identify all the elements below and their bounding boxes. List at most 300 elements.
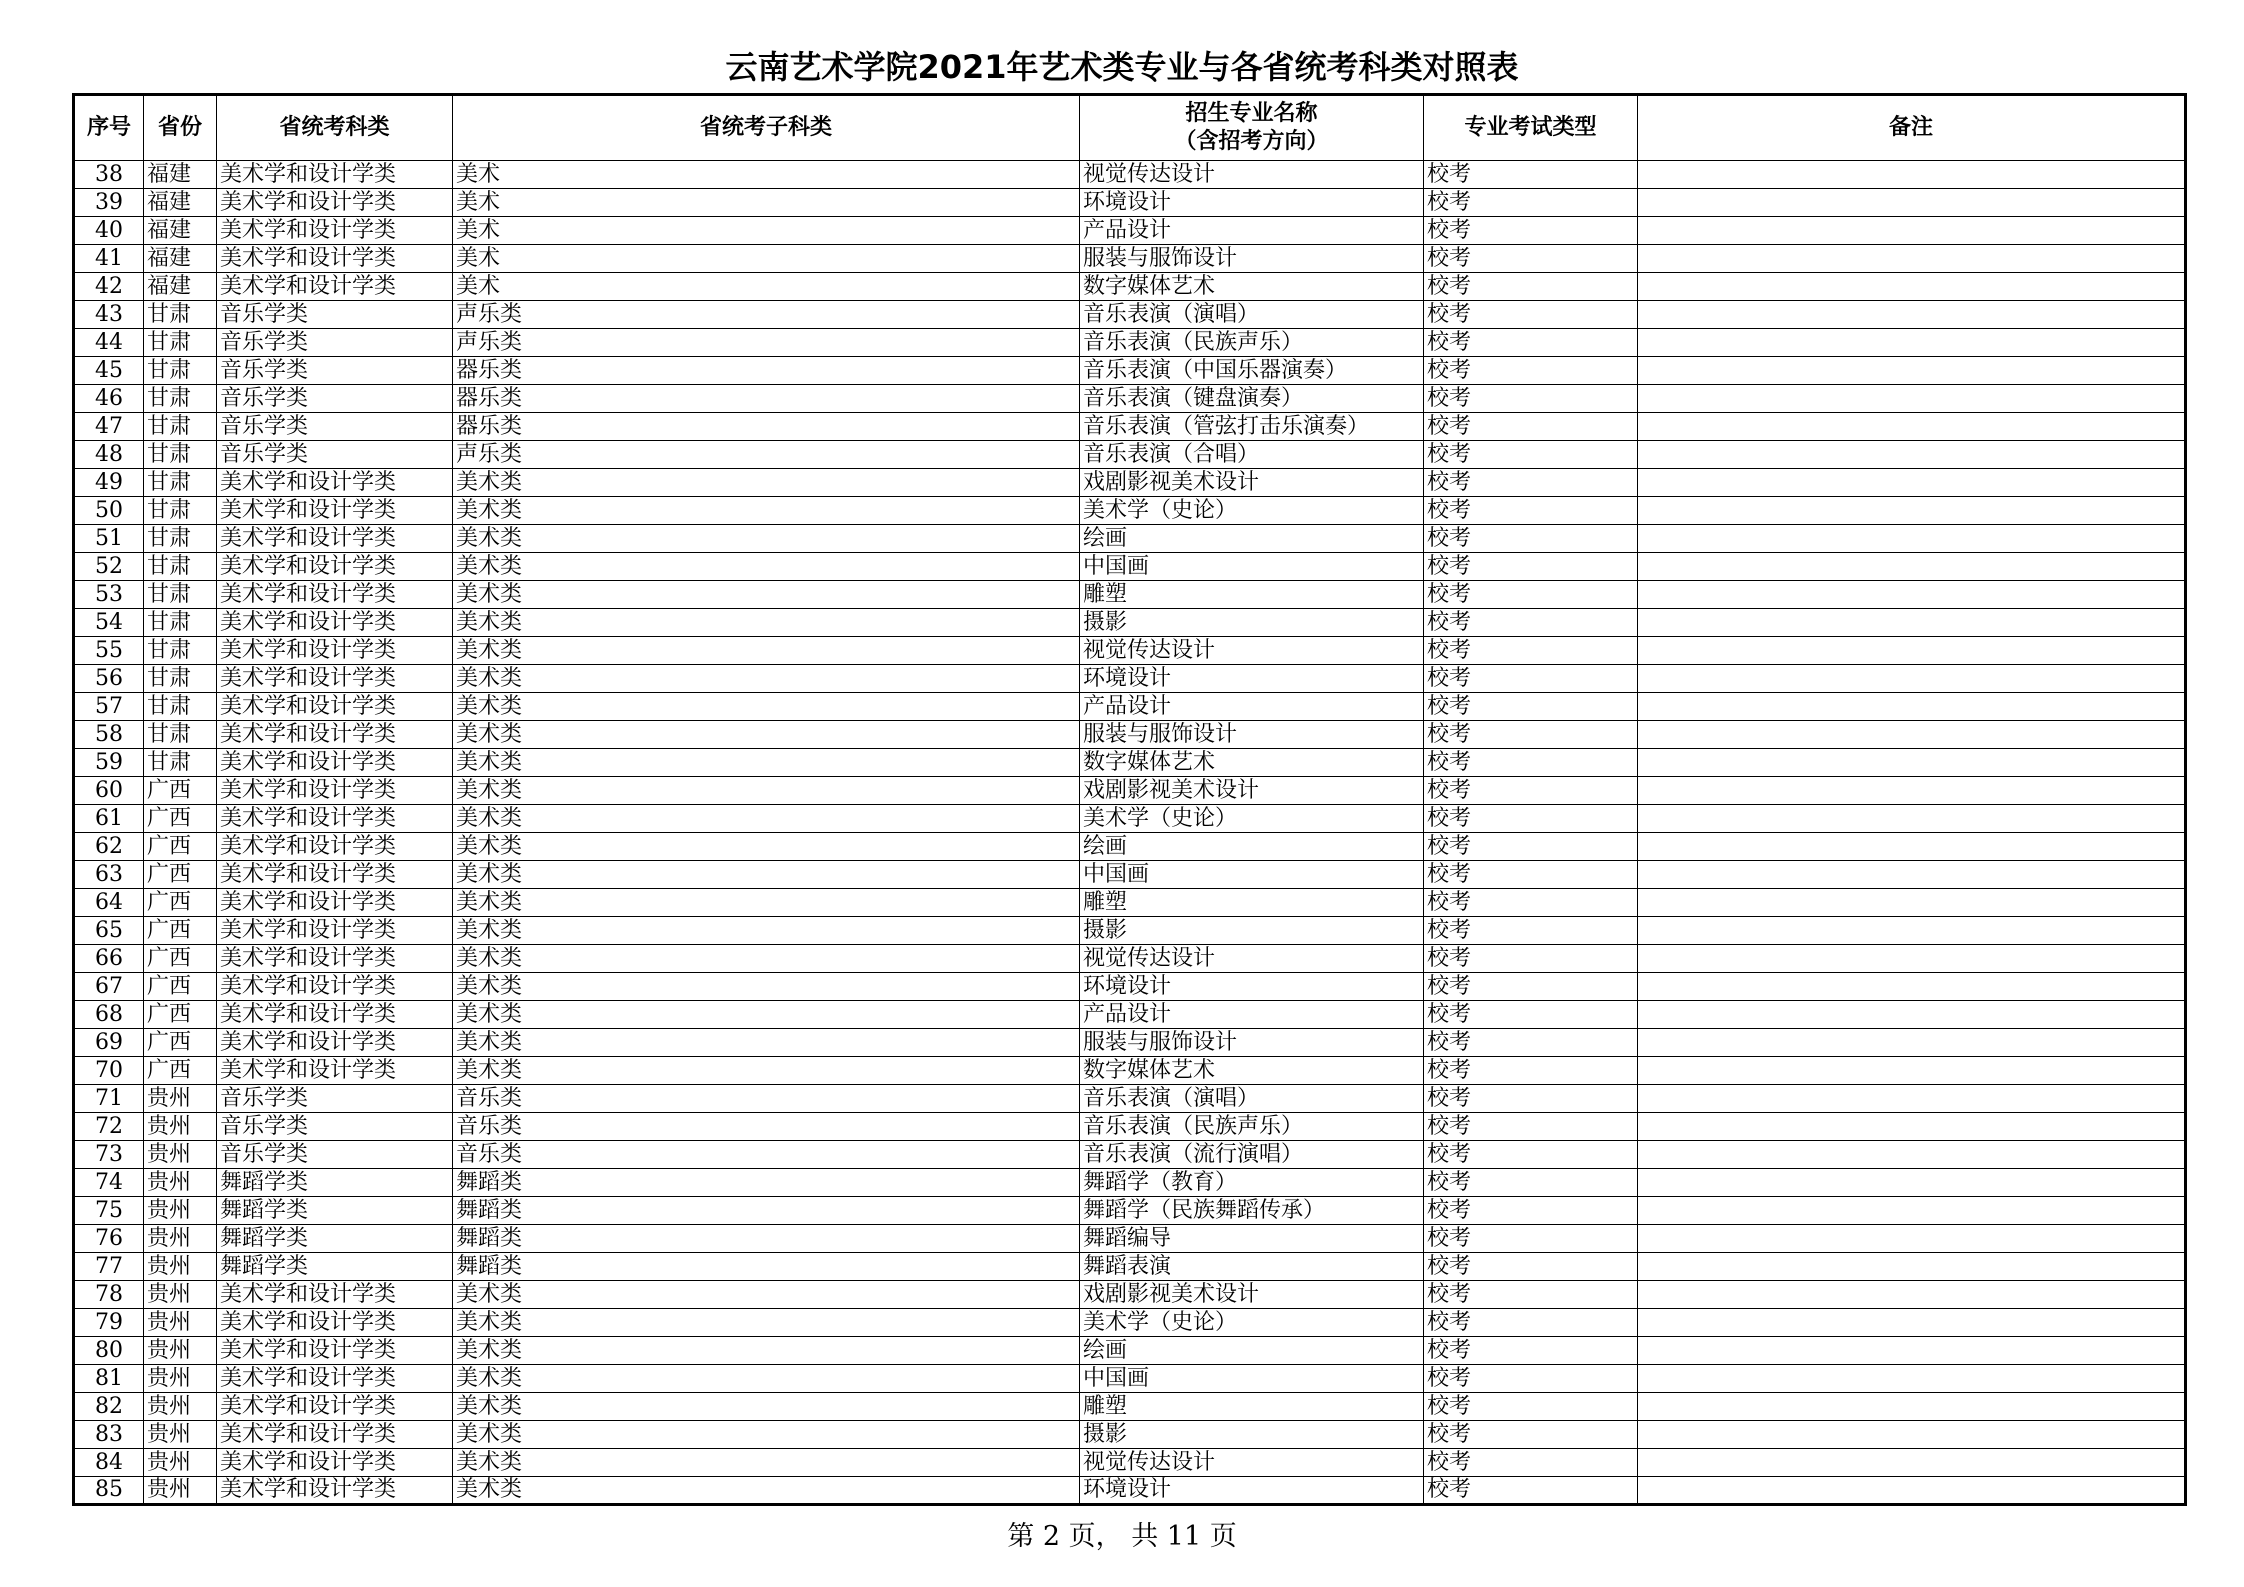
remarks-cell <box>1638 693 2186 721</box>
province-cell: 广西 <box>144 973 217 1001</box>
table-row <box>74 1001 2186 1029</box>
seq-cell: 50 <box>74 497 144 525</box>
table-row <box>74 945 2186 973</box>
major-cell: 产品设计 <box>1080 1001 1424 1029</box>
subcategory-cell: 美术类 <box>453 861 1080 889</box>
major-cell: 雕塑 <box>1080 889 1424 917</box>
subcategory-cell: 美术类 <box>453 889 1080 917</box>
remarks-cell <box>1638 805 2186 833</box>
seq-cell: 45 <box>74 357 144 385</box>
remarks-cell <box>1638 413 2186 441</box>
category-cell: 美术学和设计学类 <box>217 1029 453 1057</box>
exam-type-cell: 校考 <box>1424 329 1638 357</box>
exam-type-cell: 校考 <box>1424 497 1638 525</box>
subcategory-cell: 音乐类 <box>453 1085 1080 1113</box>
category-cell: 美术学和设计学类 <box>217 833 453 861</box>
province-cell: 甘肃 <box>144 497 217 525</box>
subcategory-cell: 器乐类 <box>453 385 1080 413</box>
category-cell: 音乐学类 <box>217 1141 453 1169</box>
province-cell: 甘肃 <box>144 749 217 777</box>
major-cell: 中国画 <box>1080 1365 1424 1393</box>
exam-type-cell: 校考 <box>1424 553 1638 581</box>
remarks-cell <box>1638 469 2186 497</box>
category-cell: 音乐学类 <box>217 385 453 413</box>
header-seq: 序号 <box>74 95 144 161</box>
category-cell: 美术学和设计学类 <box>217 245 453 273</box>
remarks-cell <box>1638 1057 2186 1085</box>
table-row <box>74 861 2186 889</box>
exam-type-cell: 校考 <box>1424 637 1638 665</box>
major-cell: 雕塑 <box>1080 1393 1424 1421</box>
major-cell: 视觉传达设计 <box>1080 1449 1424 1477</box>
major-cell: 环境设计 <box>1080 1477 1424 1505</box>
table-row <box>74 973 2186 1001</box>
table-row <box>74 273 2186 301</box>
exam-type-cell: 校考 <box>1424 1393 1638 1421</box>
subcategory-cell: 美术类 <box>453 609 1080 637</box>
subcategory-cell: 美术 <box>453 245 1080 273</box>
subcategory-cell: 音乐类 <box>453 1141 1080 1169</box>
major-cell: 音乐表演（民族声乐） <box>1080 1113 1424 1141</box>
seq-cell: 58 <box>74 721 144 749</box>
table-row <box>74 1225 2186 1253</box>
province-cell: 甘肃 <box>144 609 217 637</box>
category-cell: 美术学和设计学类 <box>217 1393 453 1421</box>
seq-cell: 71 <box>74 1085 144 1113</box>
subcategory-cell: 美术 <box>453 273 1080 301</box>
seq-cell: 65 <box>74 917 144 945</box>
seq-cell: 54 <box>74 609 144 637</box>
category-cell: 美术学和设计学类 <box>217 1001 453 1029</box>
table-row <box>74 1197 2186 1225</box>
category-cell: 美术学和设计学类 <box>217 917 453 945</box>
category-cell: 美术学和设计学类 <box>217 889 453 917</box>
province-cell: 福建 <box>144 189 217 217</box>
table-row <box>74 441 2186 469</box>
subcategory-cell: 声乐类 <box>453 329 1080 357</box>
table-row <box>74 721 2186 749</box>
subcategory-cell: 美术类 <box>453 1029 1080 1057</box>
category-cell: 音乐学类 <box>217 329 453 357</box>
major-cell: 视觉传达设计 <box>1080 945 1424 973</box>
exam-type-cell: 校考 <box>1424 413 1638 441</box>
province-cell: 广西 <box>144 917 217 945</box>
province-cell: 广西 <box>144 833 217 861</box>
seq-cell: 43 <box>74 301 144 329</box>
province-cell: 甘肃 <box>144 469 217 497</box>
seq-cell: 81 <box>74 1365 144 1393</box>
subcategory-cell: 美术类 <box>453 469 1080 497</box>
table-row <box>74 749 2186 777</box>
seq-cell: 46 <box>74 385 144 413</box>
exam-type-cell: 校考 <box>1424 357 1638 385</box>
table-row <box>74 189 2186 217</box>
major-cell: 摄影 <box>1080 1421 1424 1449</box>
category-cell: 美术学和设计学类 <box>217 945 453 973</box>
major-cell: 音乐表演（中国乐器演奏） <box>1080 357 1424 385</box>
category-cell: 音乐学类 <box>217 413 453 441</box>
seq-cell: 53 <box>74 581 144 609</box>
exam-type-cell: 校考 <box>1424 245 1638 273</box>
province-cell: 甘肃 <box>144 721 217 749</box>
table-row <box>74 413 2186 441</box>
subcategory-cell: 器乐类 <box>453 357 1080 385</box>
seq-cell: 40 <box>74 217 144 245</box>
major-cell: 数字媒体艺术 <box>1080 273 1424 301</box>
subcategory-cell: 美术类 <box>453 1421 1080 1449</box>
category-cell: 美术学和设计学类 <box>217 497 453 525</box>
subcategory-cell: 美术 <box>453 189 1080 217</box>
category-cell: 舞蹈学类 <box>217 1197 453 1225</box>
subcategory-cell: 美术类 <box>453 1365 1080 1393</box>
category-cell: 音乐学类 <box>217 441 453 469</box>
major-cell: 音乐表演（合唱） <box>1080 441 1424 469</box>
table-row <box>74 889 2186 917</box>
remarks-cell <box>1638 973 2186 1001</box>
category-cell: 美术学和设计学类 <box>217 217 453 245</box>
table-row <box>74 1085 2186 1113</box>
exam-type-cell: 校考 <box>1424 1169 1638 1197</box>
province-cell: 甘肃 <box>144 693 217 721</box>
seq-cell: 66 <box>74 945 144 973</box>
seq-cell: 79 <box>74 1309 144 1337</box>
category-cell: 美术学和设计学类 <box>217 609 453 637</box>
table-row <box>74 833 2186 861</box>
major-cell: 环境设计 <box>1080 973 1424 1001</box>
category-cell: 美术学和设计学类 <box>217 805 453 833</box>
category-cell: 美术学和设计学类 <box>217 1477 453 1505</box>
seq-cell: 44 <box>74 329 144 357</box>
category-cell: 美术学和设计学类 <box>217 1421 453 1449</box>
exam-type-cell: 校考 <box>1424 1113 1638 1141</box>
category-cell: 美术学和设计学类 <box>217 525 453 553</box>
table-row <box>74 1141 2186 1169</box>
category-cell: 美术学和设计学类 <box>217 581 453 609</box>
major-cell: 数字媒体艺术 <box>1080 1057 1424 1085</box>
remarks-cell <box>1638 889 2186 917</box>
subcategory-cell: 美术类 <box>453 1393 1080 1421</box>
seq-cell: 82 <box>74 1393 144 1421</box>
category-cell: 美术学和设计学类 <box>217 1337 453 1365</box>
category-cell: 舞蹈学类 <box>217 1253 453 1281</box>
header-province: 省份 <box>144 95 217 161</box>
category-cell: 美术学和设计学类 <box>217 861 453 889</box>
category-cell: 美术学和设计学类 <box>217 1365 453 1393</box>
exam-type-cell: 校考 <box>1424 693 1638 721</box>
province-cell: 贵州 <box>144 1393 217 1421</box>
major-cell: 舞蹈表演 <box>1080 1253 1424 1281</box>
exam-type-cell: 校考 <box>1424 1001 1638 1029</box>
seq-cell: 47 <box>74 413 144 441</box>
major-cell: 中国画 <box>1080 553 1424 581</box>
remarks-cell <box>1638 553 2186 581</box>
major-cell: 绘画 <box>1080 1337 1424 1365</box>
category-cell: 音乐学类 <box>217 357 453 385</box>
table-row <box>74 525 2186 553</box>
remarks-cell <box>1638 1085 2186 1113</box>
category-cell: 美术学和设计学类 <box>217 721 453 749</box>
province-cell: 广西 <box>144 1001 217 1029</box>
exam-type-cell: 校考 <box>1424 1253 1638 1281</box>
remarks-cell <box>1638 861 2186 889</box>
category-cell: 音乐学类 <box>217 301 453 329</box>
header-row <box>74 95 2186 161</box>
category-cell: 美术学和设计学类 <box>217 273 453 301</box>
table-row <box>74 161 2186 189</box>
major-cell: 戏剧影视美术设计 <box>1080 469 1424 497</box>
category-cell: 美术学和设计学类 <box>217 553 453 581</box>
table-row <box>74 637 2186 665</box>
table-row <box>74 1281 2186 1309</box>
remarks-cell <box>1638 1449 2186 1477</box>
table-row <box>74 805 2186 833</box>
exam-type-cell: 校考 <box>1424 833 1638 861</box>
major-cell: 戏剧影视美术设计 <box>1080 777 1424 805</box>
seq-cell: 38 <box>74 161 144 189</box>
exam-type-cell: 校考 <box>1424 1309 1638 1337</box>
category-cell: 美术学和设计学类 <box>217 777 453 805</box>
subcategory-cell: 美术类 <box>453 1057 1080 1085</box>
exam-type-cell: 校考 <box>1424 1365 1638 1393</box>
exam-type-cell: 校考 <box>1424 749 1638 777</box>
remarks-cell <box>1638 581 2186 609</box>
subcategory-cell: 美术类 <box>453 1309 1080 1337</box>
major-cell: 环境设计 <box>1080 665 1424 693</box>
province-cell: 甘肃 <box>144 553 217 581</box>
seq-cell: 60 <box>74 777 144 805</box>
subcategory-cell: 美术类 <box>453 917 1080 945</box>
table-row <box>74 1309 2186 1337</box>
subcategory-cell: 美术类 <box>453 805 1080 833</box>
exam-type-cell: 校考 <box>1424 217 1638 245</box>
exam-type-cell: 校考 <box>1424 1477 1638 1505</box>
subcategory-cell: 器乐类 <box>453 413 1080 441</box>
province-cell: 甘肃 <box>144 581 217 609</box>
table-row <box>74 581 2186 609</box>
province-cell: 甘肃 <box>144 301 217 329</box>
exam-type-cell: 校考 <box>1424 1085 1638 1113</box>
province-cell: 甘肃 <box>144 329 217 357</box>
seq-cell: 39 <box>74 189 144 217</box>
remarks-cell <box>1638 441 2186 469</box>
header-major <box>1080 95 1424 161</box>
seq-cell: 84 <box>74 1449 144 1477</box>
exam-type-cell: 校考 <box>1424 609 1638 637</box>
exam-type-cell: 校考 <box>1424 1141 1638 1169</box>
province-cell: 甘肃 <box>144 637 217 665</box>
major-cell: 美术学（史论） <box>1080 497 1424 525</box>
province-cell: 贵州 <box>144 1309 217 1337</box>
province-cell: 贵州 <box>144 1337 217 1365</box>
major-cell: 美术学（史论） <box>1080 805 1424 833</box>
table-row <box>74 693 2186 721</box>
category-cell: 音乐学类 <box>217 1085 453 1113</box>
exam-type-cell: 校考 <box>1424 1337 1638 1365</box>
major-cell: 环境设计 <box>1080 189 1424 217</box>
table-row <box>74 1029 2186 1057</box>
category-cell: 美术学和设计学类 <box>217 749 453 777</box>
remarks-cell <box>1638 1281 2186 1309</box>
seq-cell: 51 <box>74 525 144 553</box>
category-cell: 美术学和设计学类 <box>217 1057 453 1085</box>
remarks-cell <box>1638 1337 2186 1365</box>
subcategory-cell: 美术类 <box>453 553 1080 581</box>
table-row <box>74 553 2186 581</box>
remarks-cell <box>1638 273 2186 301</box>
seq-cell: 74 <box>74 1169 144 1197</box>
major-cell: 绘画 <box>1080 833 1424 861</box>
exam-type-cell: 校考 <box>1424 1225 1638 1253</box>
seq-cell: 56 <box>74 665 144 693</box>
table-row <box>74 497 2186 525</box>
remarks-cell <box>1638 525 2186 553</box>
subcategory-cell: 美术 <box>453 217 1080 245</box>
table-row <box>74 1477 2186 1505</box>
major-cell: 产品设计 <box>1080 217 1424 245</box>
province-cell: 福建 <box>144 273 217 301</box>
exam-type-cell: 校考 <box>1424 1449 1638 1477</box>
seq-cell: 61 <box>74 805 144 833</box>
header-major-line1: 招生专业名称 <box>1185 101 1318 126</box>
province-cell: 甘肃 <box>144 357 217 385</box>
subcategory-cell: 美术类 <box>453 1337 1080 1365</box>
major-cell: 戏剧影视美术设计 <box>1080 1281 1424 1309</box>
subcategory-cell: 美术类 <box>453 693 1080 721</box>
remarks-cell <box>1638 1113 2186 1141</box>
province-cell: 贵州 <box>144 1281 217 1309</box>
major-cell: 音乐表演（演唱） <box>1080 1085 1424 1113</box>
remarks-cell <box>1638 1141 2186 1169</box>
province-cell: 贵州 <box>144 1197 217 1225</box>
subcategory-cell: 声乐类 <box>453 441 1080 469</box>
remarks-cell <box>1638 1309 2186 1337</box>
exam-type-cell: 校考 <box>1424 917 1638 945</box>
subcategory-cell: 声乐类 <box>453 301 1080 329</box>
province-cell: 贵州 <box>144 1365 217 1393</box>
table-row <box>74 609 2186 637</box>
major-cell: 服装与服饰设计 <box>1080 721 1424 749</box>
subcategory-cell: 舞蹈类 <box>453 1225 1080 1253</box>
seq-cell: 63 <box>74 861 144 889</box>
seq-cell: 67 <box>74 973 144 1001</box>
remarks-cell <box>1638 1253 2186 1281</box>
major-cell: 摄影 <box>1080 609 1424 637</box>
major-cell: 音乐表演（键盘演奏） <box>1080 385 1424 413</box>
seq-cell: 48 <box>74 441 144 469</box>
table-body <box>74 161 2186 1505</box>
table-row <box>74 329 2186 357</box>
subcategory-cell: 美术类 <box>453 973 1080 1001</box>
subcategory-cell: 美术类 <box>453 497 1080 525</box>
category-cell: 美术学和设计学类 <box>217 161 453 189</box>
table-row <box>74 1253 2186 1281</box>
subcategory-cell: 音乐类 <box>453 1113 1080 1141</box>
major-cell: 绘画 <box>1080 525 1424 553</box>
remarks-cell <box>1638 1029 2186 1057</box>
exam-type-cell: 校考 <box>1424 1281 1638 1309</box>
major-cell: 视觉传达设计 <box>1080 637 1424 665</box>
seq-cell: 59 <box>74 749 144 777</box>
category-cell: 美术学和设计学类 <box>217 693 453 721</box>
province-cell: 福建 <box>144 245 217 273</box>
exam-type-cell: 校考 <box>1424 945 1638 973</box>
exam-type-cell: 校考 <box>1424 441 1638 469</box>
page-footer: 第 2 页， 共 11 页 <box>1007 1521 1237 1552</box>
seq-cell: 68 <box>74 1001 144 1029</box>
exam-type-cell: 校考 <box>1424 301 1638 329</box>
seq-cell: 73 <box>74 1141 144 1169</box>
table-row <box>74 301 2186 329</box>
seq-cell: 77 <box>74 1253 144 1281</box>
table-row <box>74 469 2186 497</box>
seq-cell: 55 <box>74 637 144 665</box>
province-cell: 广西 <box>144 889 217 917</box>
exam-type-cell: 校考 <box>1424 805 1638 833</box>
remarks-cell <box>1638 945 2186 973</box>
province-cell: 贵州 <box>144 1225 217 1253</box>
exam-type-cell: 校考 <box>1424 525 1638 553</box>
major-cell: 摄影 <box>1080 917 1424 945</box>
remarks-cell <box>1638 245 2186 273</box>
province-cell: 贵州 <box>144 1421 217 1449</box>
seq-cell: 49 <box>74 469 144 497</box>
major-cell: 数字媒体艺术 <box>1080 749 1424 777</box>
remarks-cell <box>1638 1477 2186 1505</box>
seq-cell: 78 <box>74 1281 144 1309</box>
exam-type-cell: 校考 <box>1424 385 1638 413</box>
seq-cell: 57 <box>74 693 144 721</box>
subcategory-cell: 美术类 <box>453 945 1080 973</box>
province-cell: 广西 <box>144 945 217 973</box>
remarks-cell <box>1638 665 2186 693</box>
category-cell: 音乐学类 <box>217 1113 453 1141</box>
seq-cell: 42 <box>74 273 144 301</box>
table-row <box>74 385 2186 413</box>
major-cell: 音乐表演（管弦打击乐演奏） <box>1080 413 1424 441</box>
province-cell: 福建 <box>144 217 217 245</box>
category-cell: 美术学和设计学类 <box>217 637 453 665</box>
subcategory-cell: 美术类 <box>453 1281 1080 1309</box>
remarks-cell <box>1638 609 2186 637</box>
province-cell: 广西 <box>144 805 217 833</box>
exam-type-cell: 校考 <box>1424 777 1638 805</box>
header-exam-type: 专业考试类型 <box>1424 95 1638 161</box>
category-cell: 舞蹈学类 <box>217 1225 453 1253</box>
remarks-cell <box>1638 1225 2186 1253</box>
major-cell: 舞蹈学（民族舞蹈传承） <box>1080 1197 1424 1225</box>
province-cell: 广西 <box>144 1057 217 1085</box>
province-cell: 贵州 <box>144 1141 217 1169</box>
subcategory-cell: 美术类 <box>453 721 1080 749</box>
subcategory-cell: 舞蹈类 <box>453 1253 1080 1281</box>
table-row <box>74 1169 2186 1197</box>
major-cell: 舞蹈编导 <box>1080 1225 1424 1253</box>
major-cell: 美术学（史论） <box>1080 1309 1424 1337</box>
seq-cell: 41 <box>74 245 144 273</box>
province-cell: 贵州 <box>144 1449 217 1477</box>
category-cell: 美术学和设计学类 <box>217 1309 453 1337</box>
province-cell: 甘肃 <box>144 413 217 441</box>
major-cell: 音乐表演（流行演唱） <box>1080 1141 1424 1169</box>
subcategory-cell: 美术类 <box>453 1001 1080 1029</box>
province-cell: 贵州 <box>144 1169 217 1197</box>
remarks-cell <box>1638 1365 2186 1393</box>
major-cell: 视觉传达设计 <box>1080 161 1424 189</box>
major-cell: 舞蹈学（教育） <box>1080 1169 1424 1197</box>
header-major-line2: （含招考方向） <box>1174 129 1329 154</box>
table-row <box>74 1393 2186 1421</box>
exam-type-cell: 校考 <box>1424 581 1638 609</box>
